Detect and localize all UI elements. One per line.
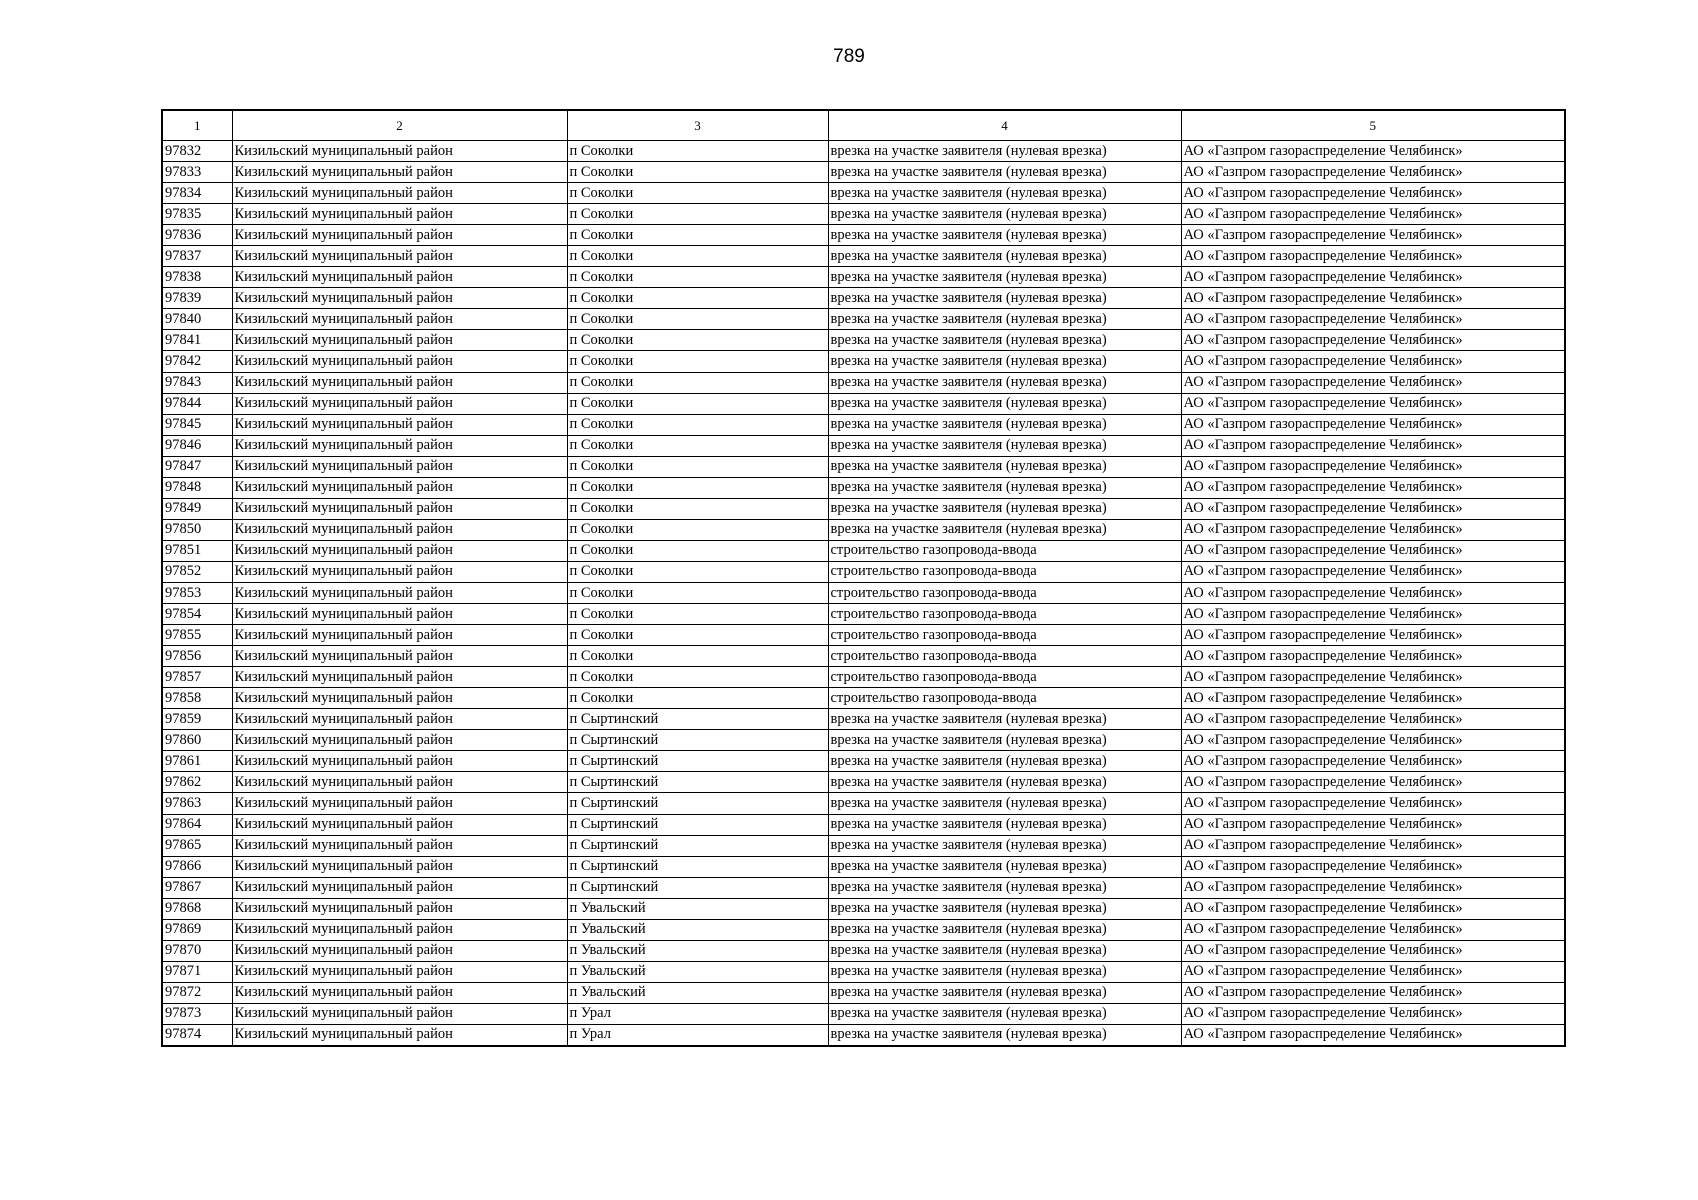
header-row — [162, 110, 1565, 141]
cell-number: 97845 — [162, 414, 232, 435]
cell-number: 97836 — [162, 225, 232, 246]
cell-work-type: врезка на участке заявителя (нулевая врезка) — [828, 856, 1181, 877]
cell-number: 97855 — [162, 625, 232, 646]
table-row — [162, 604, 1565, 625]
cell-organization: АО «Газпром газораспределение Челябинск» — [1181, 772, 1565, 793]
cell-district: Кизильский муниципальный район — [232, 814, 567, 835]
cell-organization: АО «Газпром газораспределение Челябинск» — [1181, 1003, 1565, 1024]
cell-work-type: врезка на участке заявителя (нулевая врезка) — [828, 372, 1181, 393]
cell-work-type: врезка на участке заявителя (нулевая врезка) — [828, 982, 1181, 1003]
cell-number: 97844 — [162, 393, 232, 414]
cell-district: Кизильский муниципальный район — [232, 414, 567, 435]
cell-number: 97866 — [162, 856, 232, 877]
cell-settlement: п Соколки — [567, 561, 828, 582]
cell-organization: АО «Газпром газораспределение Челябинск» — [1181, 835, 1565, 856]
cell-district: Кизильский муниципальный район — [232, 435, 567, 456]
table-row — [162, 414, 1565, 435]
cell-organization: АО «Газпром газораспределение Челябинск» — [1181, 162, 1565, 183]
cell-district: Кизильский муниципальный район — [232, 751, 567, 772]
cell-work-type: врезка на участке заявителя (нулевая врезка) — [828, 793, 1181, 814]
cell-organization: АО «Газпром газораспределение Челябинск» — [1181, 688, 1565, 709]
cell-number: 97850 — [162, 519, 232, 540]
cell-number: 97837 — [162, 246, 232, 267]
cell-district: Кизильский муниципальный район — [232, 1024, 567, 1046]
cell-number: 97832 — [162, 141, 232, 162]
cell-work-type: врезка на участке заявителя (нулевая врезка) — [828, 835, 1181, 856]
cell-settlement: п Увальский — [567, 898, 828, 919]
cell-organization: АО «Газпром газораспределение Челябинск» — [1181, 477, 1565, 498]
cell-number: 97840 — [162, 309, 232, 330]
table-row — [162, 730, 1565, 751]
cell-district: Кизильский муниципальный район — [232, 225, 567, 246]
cell-district: Кизильский муниципальный район — [232, 351, 567, 372]
cell-work-type: врезка на участке заявителя (нулевая врезка) — [828, 498, 1181, 519]
cell-settlement: п Увальский — [567, 982, 828, 1003]
cell-settlement: п Сыртинский — [567, 814, 828, 835]
cell-number: 97867 — [162, 877, 232, 898]
cell-organization: АО «Газпром газораспределение Челябинск» — [1181, 267, 1565, 288]
column-header-1: 1 — [162, 110, 232, 141]
table-row — [162, 940, 1565, 961]
table-row — [162, 1003, 1565, 1024]
cell-organization: АО «Газпром газораспределение Челябинск» — [1181, 961, 1565, 982]
cell-settlement: п Сыртинский — [567, 835, 828, 856]
column-header-2: 2 — [232, 110, 567, 141]
table-row — [162, 519, 1565, 540]
table-row — [162, 330, 1565, 351]
cell-district: Кизильский муниципальный район — [232, 961, 567, 982]
cell-district: Кизильский муниципальный район — [232, 141, 567, 162]
cell-work-type: врезка на участке заявителя (нулевая врезка) — [828, 898, 1181, 919]
page-number: 789 — [833, 46, 865, 67]
cell-settlement: п Сыртинский — [567, 772, 828, 793]
table-row — [162, 477, 1565, 498]
cell-settlement: п Соколки — [567, 309, 828, 330]
cell-district: Кизильский муниципальный район — [232, 835, 567, 856]
cell-organization: АО «Газпром газораспределение Челябинск» — [1181, 435, 1565, 456]
cell-settlement: п Сыртинский — [567, 709, 828, 730]
cell-settlement: п Соколки — [567, 435, 828, 456]
cell-settlement: п Соколки — [567, 246, 828, 267]
cell-work-type: врезка на участке заявителя (нулевая врезка) — [828, 393, 1181, 414]
table-row — [162, 625, 1565, 646]
cell-number: 97842 — [162, 351, 232, 372]
cell-organization: АО «Газпром газораспределение Челябинск» — [1181, 204, 1565, 225]
cell-organization: АО «Газпром газораспределение Челябинск» — [1181, 709, 1565, 730]
cell-district: Кизильский муниципальный район — [232, 393, 567, 414]
cell-number: 97852 — [162, 561, 232, 582]
table-row — [162, 141, 1565, 162]
cell-settlement: п Увальский — [567, 919, 828, 940]
cell-number: 97865 — [162, 835, 232, 856]
cell-district: Кизильский муниципальный район — [232, 519, 567, 540]
cell-organization: АО «Газпром газораспределение Челябинск» — [1181, 309, 1565, 330]
cell-district: Кизильский муниципальный район — [232, 604, 567, 625]
cell-settlement: п Соколки — [567, 225, 828, 246]
cell-settlement: п Соколки — [567, 330, 828, 351]
cell-organization: АО «Газпром газораспределение Челябинск» — [1181, 898, 1565, 919]
cell-settlement: п Сыртинский — [567, 793, 828, 814]
table-row — [162, 772, 1565, 793]
cell-organization: АО «Газпром газораспределение Челябинск» — [1181, 751, 1565, 772]
cell-work-type: врезка на участке заявителя (нулевая врезка) — [828, 162, 1181, 183]
cell-number: 97849 — [162, 498, 232, 519]
cell-organization: АО «Газпром газораспределение Челябинск» — [1181, 625, 1565, 646]
table-row — [162, 540, 1565, 561]
cell-number: 97834 — [162, 183, 232, 204]
column-header-3: 3 — [567, 110, 828, 141]
cell-settlement: п Соколки — [567, 162, 828, 183]
table-row — [162, 982, 1565, 1003]
cell-number: 97857 — [162, 667, 232, 688]
cell-organization: АО «Газпром газораспределение Челябинск» — [1181, 667, 1565, 688]
cell-settlement: п Соколки — [567, 519, 828, 540]
cell-number: 97846 — [162, 435, 232, 456]
cell-district: Кизильский муниципальный район — [232, 540, 567, 561]
cell-settlement: п Соколки — [567, 646, 828, 667]
cell-district: Кизильский муниципальный район — [232, 772, 567, 793]
table-row — [162, 919, 1565, 940]
cell-organization: АО «Газпром газораспределение Челябинск» — [1181, 288, 1565, 309]
table-row — [162, 793, 1565, 814]
cell-district: Кизильский муниципальный район — [232, 477, 567, 498]
cell-settlement: п Соколки — [567, 204, 828, 225]
cell-organization: АО «Газпром газораспределение Челябинск» — [1181, 646, 1565, 667]
table-row — [162, 898, 1565, 919]
cell-number: 97835 — [162, 204, 232, 225]
column-header-4: 4 — [828, 110, 1181, 141]
cell-district: Кизильский муниципальный район — [232, 582, 567, 603]
cell-district: Кизильский муниципальный район — [232, 898, 567, 919]
cell-work-type: врезка на участке заявителя (нулевая врезка) — [828, 351, 1181, 372]
cell-organization: АО «Газпром газораспределение Челябинск» — [1181, 877, 1565, 898]
cell-settlement: п Соколки — [567, 141, 828, 162]
cell-district: Кизильский муниципальный район — [232, 183, 567, 204]
cell-settlement: п Соколки — [567, 477, 828, 498]
cell-number: 97856 — [162, 646, 232, 667]
cell-district: Кизильский муниципальный район — [232, 1003, 567, 1024]
cell-work-type: врезка на участке заявителя (нулевая врезка) — [828, 267, 1181, 288]
cell-work-type: врезка на участке заявителя (нулевая врезка) — [828, 877, 1181, 898]
cell-settlement: п Урал — [567, 1003, 828, 1024]
table-row — [162, 393, 1565, 414]
cell-settlement: п Соколки — [567, 625, 828, 646]
cell-number: 97848 — [162, 477, 232, 498]
cell-number: 97843 — [162, 372, 232, 393]
cell-district: Кизильский муниципальный район — [232, 204, 567, 225]
cell-settlement: п Соколки — [567, 414, 828, 435]
cell-number: 97869 — [162, 919, 232, 940]
cell-settlement: п Соколки — [567, 183, 828, 204]
table-row — [162, 688, 1565, 709]
cell-number: 97864 — [162, 814, 232, 835]
cell-work-type: строительство газопровода-ввода — [828, 646, 1181, 667]
cell-number: 97841 — [162, 330, 232, 351]
cell-settlement: п Увальский — [567, 961, 828, 982]
cell-work-type: врезка на участке заявителя (нулевая врезка) — [828, 814, 1181, 835]
cell-settlement: п Соколки — [567, 582, 828, 603]
cell-settlement: п Сыртинский — [567, 730, 828, 751]
cell-settlement: п Соколки — [567, 393, 828, 414]
cell-organization: АО «Газпром газораспределение Челябинск» — [1181, 730, 1565, 751]
cell-organization: АО «Газпром газораспределение Челябинск» — [1181, 141, 1565, 162]
cell-district: Кизильский муниципальный район — [232, 709, 567, 730]
cell-settlement: п Соколки — [567, 688, 828, 709]
cell-number: 97860 — [162, 730, 232, 751]
cell-district: Кизильский муниципальный район — [232, 456, 567, 477]
column-header-5: 5 — [1181, 110, 1565, 141]
cell-work-type: врезка на участке заявителя (нулевая врезка) — [828, 772, 1181, 793]
cell-work-type: строительство газопровода-ввода — [828, 688, 1181, 709]
cell-number: 97838 — [162, 267, 232, 288]
table-row — [162, 183, 1565, 204]
cell-work-type: врезка на участке заявителя (нулевая врезка) — [828, 288, 1181, 309]
table-row — [162, 709, 1565, 730]
data-table — [161, 109, 1566, 1047]
cell-number: 97871 — [162, 961, 232, 982]
cell-settlement: п Урал — [567, 1024, 828, 1046]
table-row — [162, 246, 1565, 267]
cell-settlement: п Соколки — [567, 540, 828, 561]
cell-work-type: врезка на участке заявителя (нулевая врезка) — [828, 309, 1181, 330]
cell-district: Кизильский муниципальный район — [232, 646, 567, 667]
cell-district: Кизильский муниципальный район — [232, 856, 567, 877]
cell-work-type: врезка на участке заявителя (нулевая врезка) — [828, 204, 1181, 225]
cell-district: Кизильский муниципальный район — [232, 372, 567, 393]
table-header — [162, 110, 1565, 141]
cell-work-type: врезка на участке заявителя (нулевая врезка) — [828, 919, 1181, 940]
cell-number: 97868 — [162, 898, 232, 919]
table-row — [162, 204, 1565, 225]
cell-organization: АО «Газпром газораспределение Челябинск» — [1181, 414, 1565, 435]
cell-organization: АО «Газпром газораспределение Челябинск» — [1181, 919, 1565, 940]
cell-district: Кизильский муниципальный район — [232, 940, 567, 961]
cell-number: 97870 — [162, 940, 232, 961]
cell-district: Кизильский муниципальный район — [232, 288, 567, 309]
table-body — [162, 141, 1565, 1047]
cell-work-type: врезка на участке заявителя (нулевая врезка) — [828, 940, 1181, 961]
cell-district: Кизильский муниципальный район — [232, 246, 567, 267]
cell-number: 97839 — [162, 288, 232, 309]
cell-number: 97861 — [162, 751, 232, 772]
cell-work-type: врезка на участке заявителя (нулевая врезка) — [828, 141, 1181, 162]
cell-settlement: п Увальский — [567, 940, 828, 961]
cell-settlement: п Соколки — [567, 456, 828, 477]
table-row — [162, 435, 1565, 456]
cell-number: 97854 — [162, 604, 232, 625]
cell-settlement: п Соколки — [567, 604, 828, 625]
cell-organization: АО «Газпром газораспределение Челябинск» — [1181, 498, 1565, 519]
cell-work-type: врезка на участке заявителя (нулевая врезка) — [828, 709, 1181, 730]
table-row — [162, 835, 1565, 856]
cell-work-type: врезка на участке заявителя (нулевая врезка) — [828, 477, 1181, 498]
cell-work-type: строительство газопровода-ввода — [828, 604, 1181, 625]
cell-work-type: врезка на участке заявителя (нулевая врезка) — [828, 1024, 1181, 1046]
cell-number: 97872 — [162, 982, 232, 1003]
cell-district: Кизильский муниципальный район — [232, 162, 567, 183]
table-row — [162, 877, 1565, 898]
cell-number: 97858 — [162, 688, 232, 709]
cell-district: Кизильский муниципальный район — [232, 877, 567, 898]
cell-work-type: строительство газопровода-ввода — [828, 540, 1181, 561]
cell-work-type: врезка на участке заявителя (нулевая врезка) — [828, 519, 1181, 540]
cell-settlement: п Соколки — [567, 288, 828, 309]
cell-district: Кизильский муниципальный район — [232, 982, 567, 1003]
cell-work-type: врезка на участке заявителя (нулевая врезка) — [828, 246, 1181, 267]
cell-district: Кизильский муниципальный район — [232, 625, 567, 646]
cell-work-type: строительство газопровода-ввода — [828, 625, 1181, 646]
cell-settlement: п Сыртинский — [567, 856, 828, 877]
cell-district: Кизильский муниципальный район — [232, 561, 567, 582]
table-row — [162, 162, 1565, 183]
cell-organization: АО «Газпром газораспределение Челябинск» — [1181, 519, 1565, 540]
cell-district: Кизильский муниципальный район — [232, 267, 567, 288]
table-row — [162, 646, 1565, 667]
cell-number: 97874 — [162, 1024, 232, 1046]
table-row — [162, 582, 1565, 603]
cell-work-type: врезка на участке заявителя (нулевая врезка) — [828, 225, 1181, 246]
cell-work-type: строительство газопровода-ввода — [828, 561, 1181, 582]
cell-district: Кизильский муниципальный район — [232, 667, 567, 688]
table-row — [162, 288, 1565, 309]
cell-district: Кизильский муниципальный район — [232, 498, 567, 519]
cell-number: 97873 — [162, 1003, 232, 1024]
cell-work-type: врезка на участке заявителя (нулевая врезка) — [828, 414, 1181, 435]
cell-organization: АО «Газпром газораспределение Челябинск» — [1181, 456, 1565, 477]
cell-work-type: врезка на участке заявителя (нулевая врезка) — [828, 456, 1181, 477]
cell-district: Кизильский муниципальный район — [232, 730, 567, 751]
cell-organization: АО «Газпром газораспределение Челябинск» — [1181, 561, 1565, 582]
table-row — [162, 856, 1565, 877]
cell-settlement: п Соколки — [567, 372, 828, 393]
cell-work-type: строительство газопровода-ввода — [828, 582, 1181, 603]
cell-settlement: п Сыртинский — [567, 877, 828, 898]
cell-district: Кизильский муниципальный район — [232, 688, 567, 709]
table-row — [162, 351, 1565, 372]
table-row — [162, 561, 1565, 582]
cell-work-type: строительство газопровода-ввода — [828, 667, 1181, 688]
cell-number: 97851 — [162, 540, 232, 561]
table-row — [162, 814, 1565, 835]
cell-organization: АО «Газпром газораспределение Челябинск» — [1181, 814, 1565, 835]
cell-organization: АО «Газпром газораспределение Челябинск» — [1181, 604, 1565, 625]
cell-organization: АО «Газпром газораспределение Челябинск» — [1181, 856, 1565, 877]
cell-organization: АО «Газпром газораспределение Челябинск» — [1181, 183, 1565, 204]
cell-work-type: врезка на участке заявителя (нулевая врезка) — [828, 435, 1181, 456]
cell-work-type: врезка на участке заявителя (нулевая врезка) — [828, 961, 1181, 982]
cell-organization: АО «Газпром газораспределение Челябинск» — [1181, 330, 1565, 351]
table-row — [162, 309, 1565, 330]
cell-number: 97847 — [162, 456, 232, 477]
cell-settlement: п Соколки — [567, 351, 828, 372]
table-row — [162, 267, 1565, 288]
cell-number: 97862 — [162, 772, 232, 793]
cell-organization: АО «Газпром газораспределение Челябинск» — [1181, 793, 1565, 814]
table-row — [162, 372, 1565, 393]
cell-organization: АО «Газпром газораспределение Челябинск» — [1181, 540, 1565, 561]
cell-work-type: врезка на участке заявителя (нулевая врезка) — [828, 1003, 1181, 1024]
table-row — [162, 667, 1565, 688]
cell-settlement: п Соколки — [567, 267, 828, 288]
cell-organization: АО «Газпром газораспределение Челябинск» — [1181, 393, 1565, 414]
cell-organization: АО «Газпром газораспределение Челябинск» — [1181, 982, 1565, 1003]
cell-work-type: врезка на участке заявителя (нулевая врезка) — [828, 730, 1181, 751]
cell-work-type: врезка на участке заявителя (нулевая врезка) — [828, 751, 1181, 772]
cell-number: 97833 — [162, 162, 232, 183]
cell-work-type: врезка на участке заявителя (нулевая врезка) — [828, 183, 1181, 204]
table-row — [162, 456, 1565, 477]
cell-number: 97863 — [162, 793, 232, 814]
cell-settlement: п Соколки — [567, 667, 828, 688]
cell-organization: АО «Газпром газораспределение Челябинск» — [1181, 246, 1565, 267]
cell-organization: АО «Газпром газораспределение Челябинск» — [1181, 351, 1565, 372]
cell-district: Кизильский муниципальный район — [232, 330, 567, 351]
cell-organization: АО «Газпром газораспределение Челябинск» — [1181, 940, 1565, 961]
cell-organization: АО «Газпром газораспределение Челябинск» — [1181, 1024, 1565, 1046]
cell-district: Кизильский муниципальный район — [232, 793, 567, 814]
cell-district: Кизильский муниципальный район — [232, 309, 567, 330]
table-row — [162, 1024, 1565, 1046]
cell-number: 97853 — [162, 582, 232, 603]
table-row — [162, 498, 1565, 519]
cell-settlement: п Сыртинский — [567, 751, 828, 772]
table-row — [162, 751, 1565, 772]
cell-work-type: врезка на участке заявителя (нулевая врезка) — [828, 330, 1181, 351]
cell-district: Кизильский муниципальный район — [232, 919, 567, 940]
cell-settlement: п Соколки — [567, 498, 828, 519]
table-row — [162, 225, 1565, 246]
cell-number: 97859 — [162, 709, 232, 730]
cell-organization: АО «Газпром газораспределение Челябинск» — [1181, 372, 1565, 393]
cell-organization: АО «Газпром газораспределение Челябинск» — [1181, 582, 1565, 603]
cell-organization: АО «Газпром газораспределение Челябинск» — [1181, 225, 1565, 246]
table-row — [162, 961, 1565, 982]
